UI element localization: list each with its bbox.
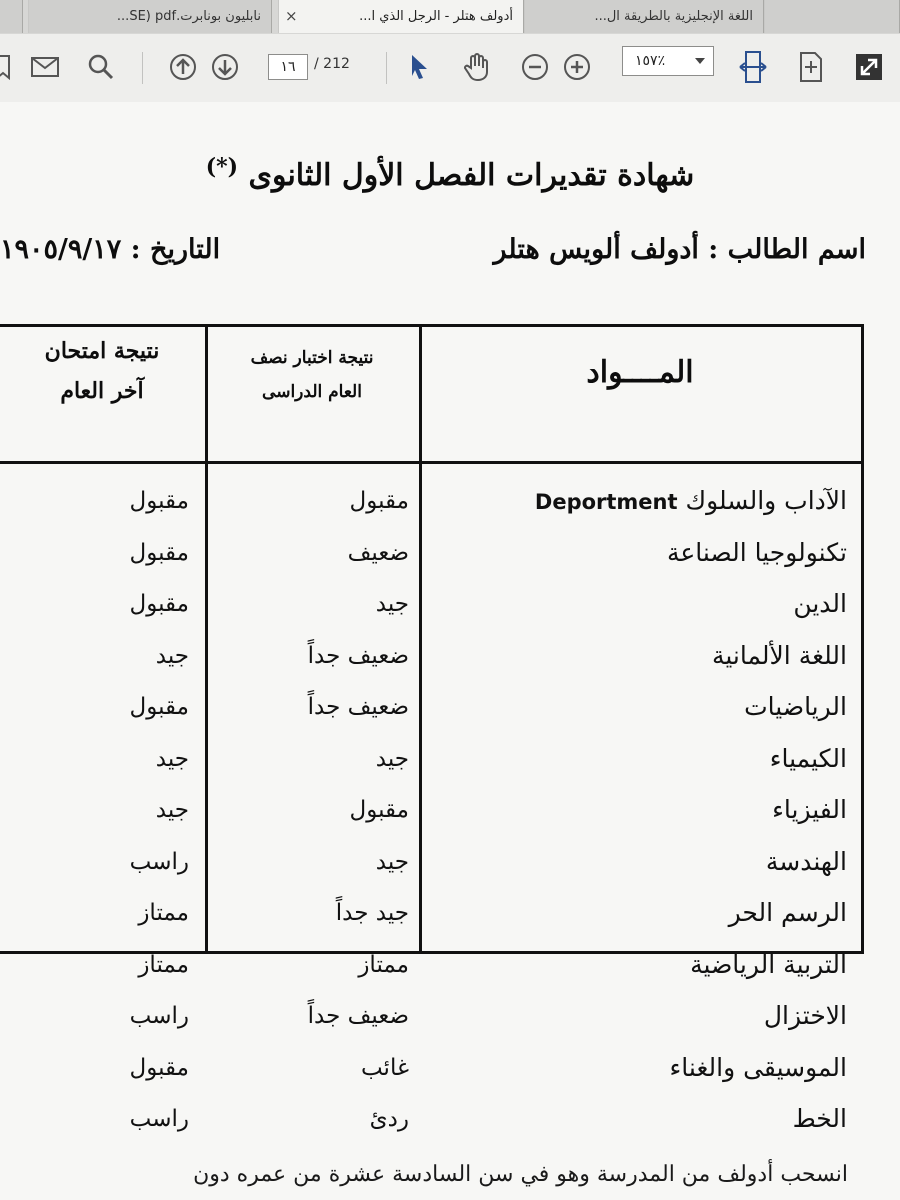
table-row xyxy=(0,786,861,834)
header-midyear-line1: نتيجة اختبار نصف xyxy=(250,348,374,368)
header-subjects: المــــواد xyxy=(586,355,694,390)
subject-name: الخط xyxy=(792,1104,847,1133)
student-label: اسم الطالب : xyxy=(708,234,866,265)
title-footnote-mark: (*) xyxy=(205,154,239,180)
subject-name: الدين xyxy=(793,589,847,618)
midyear-grade: جيد xyxy=(375,848,409,875)
table-row xyxy=(0,1044,861,1092)
subject-name: الفيزياء xyxy=(772,795,847,824)
page-down-icon[interactable] xyxy=(208,50,242,84)
subject-cell xyxy=(447,1044,847,1092)
tab-strip xyxy=(0,0,900,35)
header-midyear xyxy=(205,341,419,409)
subject-cell xyxy=(447,992,847,1040)
document-page xyxy=(0,102,900,1200)
tab-close-icon[interactable]: × xyxy=(285,7,298,25)
midyear-grade: ممتاز xyxy=(358,951,409,978)
final-grade: مقبول xyxy=(129,591,189,617)
subject-cell xyxy=(447,1095,847,1143)
subject-cell xyxy=(447,529,847,577)
page-number-input[interactable]: ١٦ xyxy=(268,54,308,80)
fit-width-icon[interactable] xyxy=(736,50,770,84)
midyear-grade: ضعيف جداً xyxy=(307,642,409,669)
midyear-grade: ضعيف جداً xyxy=(307,694,409,720)
table-row xyxy=(0,529,861,577)
midyear-grade: غائب xyxy=(360,1054,409,1081)
table-row xyxy=(0,992,861,1040)
header-midyear-line2: العام الدراسى xyxy=(262,382,362,402)
table-row xyxy=(0,632,861,680)
midyear-grade: جيد xyxy=(375,745,409,772)
table-row xyxy=(0,941,861,989)
pdf-toolbar xyxy=(0,34,900,103)
subject-english-name: Deportment xyxy=(534,490,678,514)
subject-name: تكنولوجيا الصناعة xyxy=(666,537,847,567)
midyear-grade: ردئ xyxy=(369,1106,409,1132)
zoom-out-icon[interactable] xyxy=(518,50,552,84)
final-grade: مقبول xyxy=(129,488,189,514)
hand-tool-icon[interactable] xyxy=(460,50,494,84)
midyear-grade: ضعيف جداً xyxy=(307,1003,409,1029)
date-value: ١٩٠٥/٩/١٧ xyxy=(0,234,122,265)
table-row xyxy=(0,683,861,731)
toolbar-separator xyxy=(386,52,387,84)
tab-label: اللغة الإنجليزية بالطريقة ال... xyxy=(594,9,753,24)
final-grade: جيد xyxy=(155,745,189,772)
zoom-select[interactable] xyxy=(622,46,714,76)
subject-name: الكيمياء xyxy=(769,743,847,773)
tab-label: أدولف هتلر - الرجل الذي ا... xyxy=(359,9,513,24)
subject-cell xyxy=(447,580,847,628)
final-grade: ممتاز xyxy=(138,900,189,926)
tab-stub[interactable] xyxy=(0,0,23,33)
table-row xyxy=(0,580,861,628)
select-arrow-icon[interactable] xyxy=(402,50,436,84)
subject-cell xyxy=(447,889,847,937)
final-grade: راسب xyxy=(129,848,189,875)
date-label: التاريخ : xyxy=(130,234,221,265)
grades-table xyxy=(0,324,864,1133)
tab-label: نابليون بونابرت.SE) pdf... xyxy=(116,9,261,24)
final-grade: راسب xyxy=(129,1003,189,1029)
fullscreen-icon[interactable] xyxy=(852,50,886,84)
subject-name: التربية الرياضية xyxy=(690,949,847,979)
tab-napoleon[interactable] xyxy=(28,0,272,33)
header-divider xyxy=(0,461,861,464)
final-grade: راسب xyxy=(129,1106,189,1132)
page-title xyxy=(0,154,900,193)
header-final xyxy=(0,331,205,411)
final-grade: جيد xyxy=(155,642,189,669)
search-icon[interactable] xyxy=(84,50,118,84)
header-final-line1: نتيجة امتحان xyxy=(44,338,160,364)
table-row xyxy=(0,889,861,937)
tab-english[interactable] xyxy=(524,0,764,33)
table-row xyxy=(0,477,861,525)
subject-name: الموسيقى والغناء xyxy=(669,1052,847,1082)
subject-name: الهندسة xyxy=(765,846,847,876)
date-field xyxy=(0,234,220,265)
subject-name: الآداب والسلوك xyxy=(685,486,847,515)
tab-extra[interactable] xyxy=(764,0,900,33)
final-grade: مقبول xyxy=(129,1054,189,1081)
midyear-grade: جيد xyxy=(375,591,409,617)
zoom-in-icon[interactable] xyxy=(560,50,594,84)
chevron-down-icon xyxy=(695,58,705,64)
subject-cell xyxy=(447,477,847,525)
email-icon[interactable] xyxy=(28,50,62,84)
toolbar-separator xyxy=(142,52,143,84)
footnote: انسحب أدولف من المدرسة وهو في سن السادسة عشرة من عمره دون xyxy=(193,1162,848,1187)
midyear-grade: جيد جداً xyxy=(335,900,409,926)
page-up-icon[interactable] xyxy=(166,50,200,84)
midyear-grade: مقبول xyxy=(349,797,409,823)
page-total: / 212 xyxy=(314,56,350,72)
subject-name: الرياضيات xyxy=(744,692,847,721)
student-name: أدولف ألويس هتلر xyxy=(493,234,699,265)
subject-name: اللغة الألمانية xyxy=(711,640,847,670)
tab-hitler[interactable] xyxy=(278,0,524,33)
subject-cell xyxy=(447,941,847,989)
midyear-grade: مقبول xyxy=(349,488,409,514)
final-grade: مقبول xyxy=(129,539,189,566)
midyear-grade: ضعيف xyxy=(347,539,409,566)
student-field xyxy=(494,234,866,265)
zoom-value: ١٥٧٪ xyxy=(635,53,666,69)
final-grade: مقبول xyxy=(129,694,189,720)
fit-page-icon[interactable] xyxy=(794,50,828,84)
subject-cell xyxy=(447,838,847,886)
subject-cell xyxy=(447,786,847,834)
header-final-line2: آخر العام xyxy=(60,378,144,404)
final-grade: جيد xyxy=(155,797,189,823)
title-text: شهادة تقديرات الفصل الأول الثانوى xyxy=(248,158,695,193)
subject-cell xyxy=(447,683,847,731)
subject-name: الرسم الحر xyxy=(728,898,847,927)
table-row xyxy=(0,1095,861,1143)
subject-cell xyxy=(447,632,847,680)
subject-cell xyxy=(447,735,847,783)
table-row xyxy=(0,838,861,886)
final-grade: ممتاز xyxy=(138,951,189,978)
table-row xyxy=(0,735,861,783)
subject-name: الاختزال xyxy=(763,1001,847,1030)
bookmark-icon[interactable] xyxy=(0,50,20,84)
